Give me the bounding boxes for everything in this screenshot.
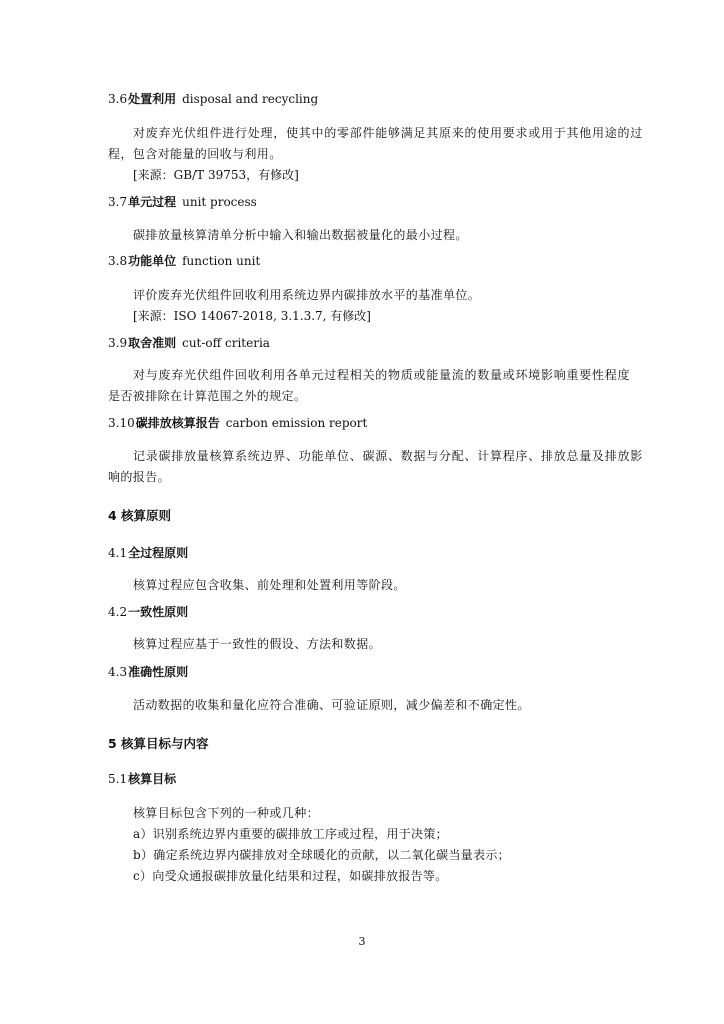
term-english: disposal and recycling — [182, 92, 319, 106]
term-number: 3.8 — [108, 254, 128, 268]
term-number: 3.6 — [108, 92, 128, 106]
term-number: 3.7 — [108, 195, 128, 209]
definition-3-6-line-1: 对废弃光伏组件进行处理，使其中的零部件能够满足其原来的使用要求或用于其他用途的过 — [133, 126, 644, 140]
clause-title: 准确性原则 — [128, 665, 189, 679]
clause-number: 4.1 — [108, 546, 128, 560]
term-english: carbon emission report — [225, 416, 368, 430]
definition-3-8: 评价废弃光伏组件回收利用系统边界内碳排放水平的基准单位。 — [133, 288, 481, 302]
clause-heading-4-1 — [108, 545, 188, 561]
definition-3-9-line-1: 对与废弃光伏组件回收利用各单元过程相关的物质或能量流的数量或环境影响重要性程度 — [133, 368, 631, 382]
term-heading-3-9 — [108, 335, 270, 351]
list-item: a）识别系统边界内重要的碳排放工序或过程，用于决策； — [133, 827, 448, 841]
term-heading-3-6 — [108, 91, 318, 107]
term-english: unit process — [182, 195, 257, 209]
clause-heading-4-3 — [108, 664, 188, 680]
term-chinese: 功能单位 — [128, 254, 177, 268]
page-number: 3 — [358, 935, 366, 948]
chapter-heading-4: 4 核算原则 — [108, 508, 172, 523]
term-heading-3-7 — [108, 194, 257, 210]
term-heading-3-8 — [108, 253, 260, 269]
clause-number: 4.3 — [108, 665, 128, 679]
clause-number: 5.1 — [108, 772, 128, 786]
term-number: 3.10 — [108, 416, 135, 430]
clause-heading-5-1 — [108, 771, 176, 787]
source-note-3-6: [来源：GB/T 39753，有修改] — [133, 168, 299, 182]
clause-heading-4-2 — [108, 604, 188, 620]
definition-3-10-line-1: 记录碳排放量核算系统边界、功能单位、碳源、数据与分配、计算程序、排放总量及排放影 — [133, 449, 644, 463]
term-english: function unit — [182, 254, 261, 268]
term-chinese: 碳排放核算报告 — [135, 416, 220, 430]
chapter-heading-5: 5 核算目标与内容 — [108, 736, 209, 751]
list-item: c）向受众通报碳排放量化结果和过程，如碳排放报告等。 — [133, 869, 448, 883]
term-chinese: 单元过程 — [128, 195, 177, 209]
term-number: 3.9 — [108, 336, 128, 350]
clause-title: 全过程原则 — [128, 546, 189, 560]
clause-intro-5-1: 核算目标包含下列的一种或几种： — [133, 806, 320, 820]
term-chinese: 处置利用 — [128, 92, 177, 106]
definition-3-6-line-2: 程，包含对能量的回收与利用。 — [108, 147, 282, 161]
term-heading-3-10 — [108, 415, 367, 431]
clause-title: 一致性原则 — [128, 605, 189, 619]
definition-3-7: 碳排放量核算清单分析中输入和输出数据被量化的最小过程。 — [133, 228, 468, 242]
clause-text-4-2: 核算过程应基于一致性的假设、方法和数据。 — [133, 637, 382, 651]
definition-3-10-line-2: 响的报告。 — [108, 470, 171, 484]
clause-text-4-1: 核算过程应包含收集、前处理和处置利用等阶段。 — [133, 578, 406, 592]
definition-3-9-line-2: 是否被排除在计算范围之外的规定。 — [108, 389, 307, 403]
clause-text-4-3: 活动数据的收集和量化应符合准确、可验证原则，减少偏差和不确定性。 — [133, 698, 530, 712]
source-note-3-8: [来源：ISO 14067-2018, 3.1.3.7, 有修改] — [133, 309, 371, 323]
clause-title: 核算目标 — [128, 772, 177, 786]
clause-number: 4.2 — [108, 605, 128, 619]
term-chinese: 取舍准则 — [128, 336, 177, 350]
term-english: cut-off criteria — [182, 336, 270, 350]
list-item: b）确定系统边界内碳排放对全球暖化的贡献，以二氧化碳当量表示； — [133, 848, 510, 862]
